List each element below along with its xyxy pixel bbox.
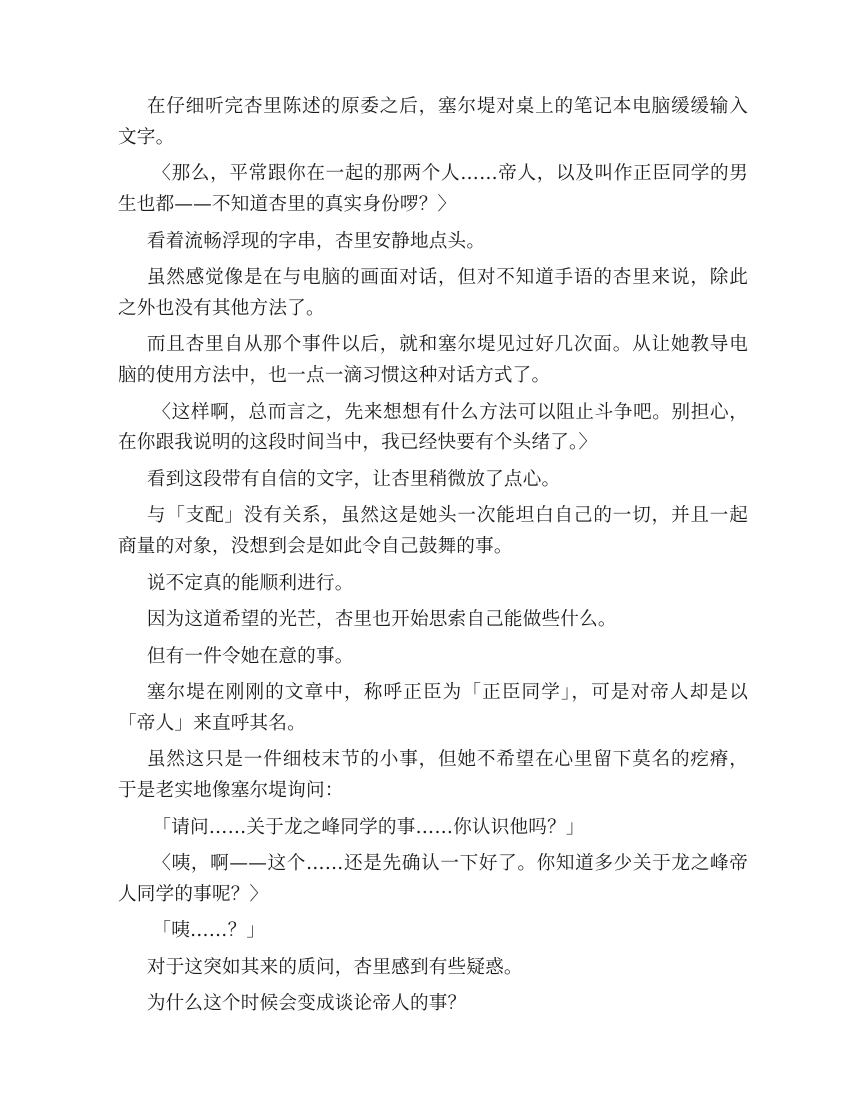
paragraph: 「请问……关于龙之峰同学的事……你认识他吗？」 — [152, 816, 585, 838]
paragraph: 但有一件令她在意的事。 — [146, 645, 354, 667]
paragraph: 塞尔堤在刚刚的文章中，称呼正臣为「正臣同学」，可是对帝人却是以「帝人」来直呼其名。 — [118, 681, 748, 734]
paragraph: 〈咦，啊——这个……还是先确认一下好了。你知道多少关于龙之峰帝人同学的事呢？〉 — [118, 853, 748, 905]
paragraph: 「咦……？」 — [152, 920, 266, 942]
paragraph: 虽然感觉像是在与电脑的画面对话，但对不知道手语的杏里来说，除此之外也没有其他方法了。 — [118, 267, 748, 319]
paragraph: 看着流畅浮现的字串，杏里安静地点头。 — [146, 230, 486, 252]
body-text-block — [118, 92, 748, 1026]
paragraph: 在仔细听完杏里陈述的原委之后，塞尔堤对桌上的笔记本电脑缓缓输入文字。 — [118, 96, 748, 148]
paragraph: 而且杏里自从那个事件以后，就和塞尔堤见过好几次面。从让她教导电脑的使用方法中，也一点一滴习惯这种对话方式了。 — [118, 334, 748, 387]
paragraph: 因为这道希望的光芒，杏里也开始思索自己能做些什么。 — [146, 609, 617, 631]
paragraph: 〈这样啊，总而言之，先来想想有什么方法可以阻止斗争吧。别担心，在你跟我说明的这段时间当中，我已经快要有个头绪了。〉 — [118, 401, 748, 454]
paragraph: 与「支配」没有关系，虽然这是她头一次能坦白自己的一切，并且一起商量的对象，没想到会是如此令自己鼓舞的事。 — [118, 505, 748, 558]
paragraph: 对于这突如其来的质问，杏里感到有些疑惑。 — [146, 956, 523, 978]
paragraph: 看到这段带有自信的文字，让杏里稍微放了点心。 — [146, 468, 561, 490]
paragraph: 虽然这只是一件细枝末节的小事，但她不希望在心里留下莫名的疙瘠，于是老实地像塞尔堤询问： — [118, 749, 748, 802]
paragraph: 为什么这个时候会变成谈论帝人的事？ — [146, 993, 467, 1015]
paragraph: 〈那么，平常跟你在一起的那两个人……帝人，以及叫作正臣同学的男生也都——不知道杏里的真实身份啰？〉 — [118, 163, 748, 216]
paragraph: 说不定真的能顺利进行。 — [146, 572, 354, 594]
